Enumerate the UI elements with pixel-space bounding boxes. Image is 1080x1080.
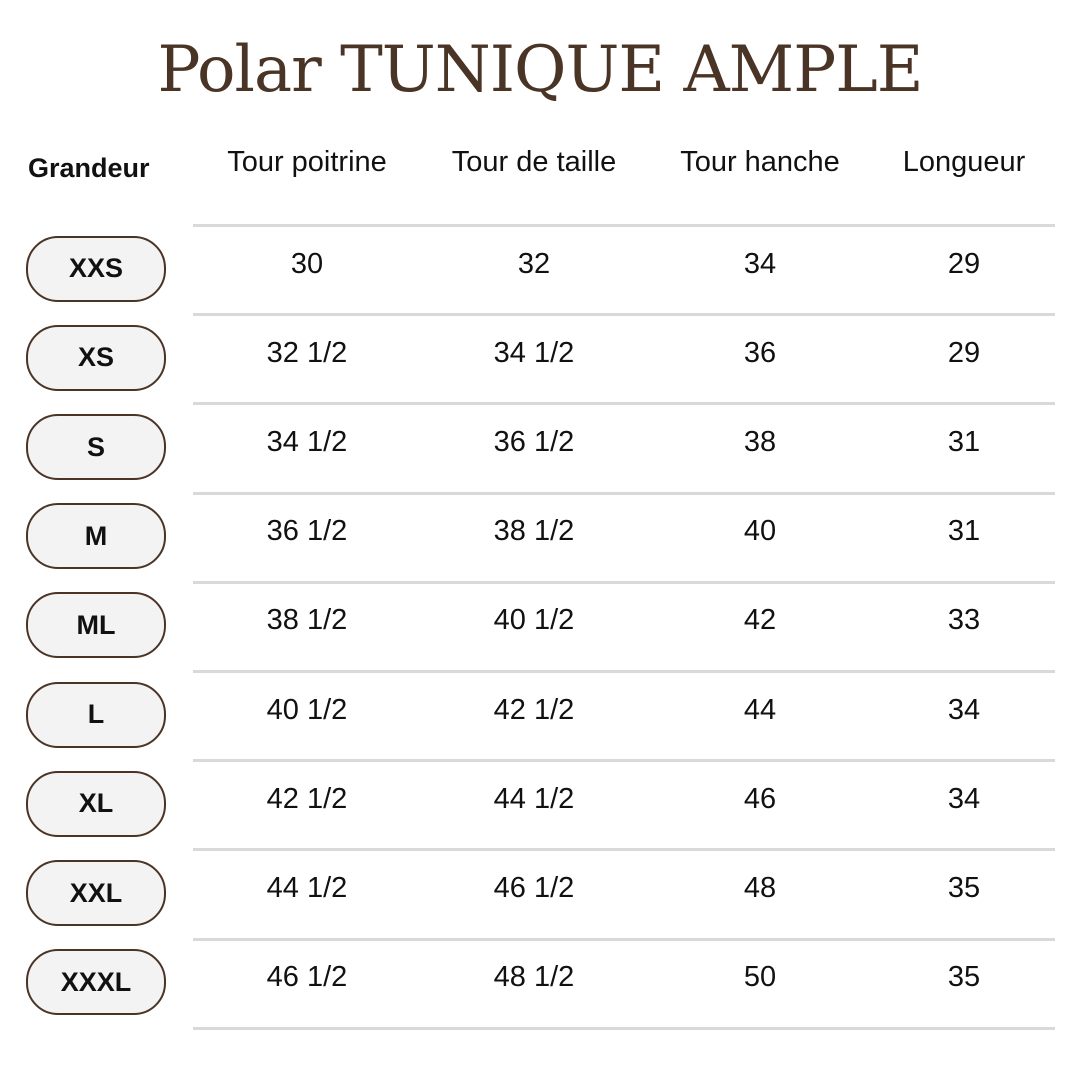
- cell-tour-poitrine: 38 1/2: [266, 604, 348, 637]
- cell-longueur: 31: [947, 426, 981, 458]
- cell-tour-de-taille: 40 1/2: [493, 604, 575, 637]
- cell-tour-de-taille: 38 1/2: [493, 515, 575, 548]
- size-badge: XS: [26, 325, 166, 391]
- cell-tour-poitrine: 44 1/2: [266, 872, 348, 904]
- row-divider: [193, 224, 1055, 227]
- cell-tour-hanche: 50: [743, 961, 777, 994]
- size-badge: S: [26, 414, 166, 480]
- row-divider: [193, 670, 1055, 673]
- size-badge: XXS: [26, 236, 166, 302]
- cell-tour-hanche: 44: [743, 693, 777, 726]
- size-badge: ML: [26, 592, 166, 658]
- cell-tour-de-taille: 44 1/2: [493, 782, 575, 815]
- cell-tour-de-taille: 36 1/2: [493, 426, 575, 458]
- column-header-tour-de-taille: Tour de taille: [451, 146, 617, 178]
- cell-tour-hanche: 46: [743, 782, 777, 815]
- row-divider: [193, 1027, 1055, 1030]
- cell-tour-poitrine: 32 1/2: [266, 336, 348, 369]
- column-header-tour-hanche: Tour hanche: [680, 146, 840, 178]
- cell-tour-hanche: 36: [743, 336, 777, 369]
- cell-longueur: 35: [947, 961, 981, 994]
- cell-tour-poitrine: 30: [290, 247, 324, 280]
- row-divider: [193, 848, 1055, 851]
- cell-tour-hanche: 34: [743, 247, 777, 280]
- cell-tour-poitrine: 42 1/2: [266, 782, 348, 815]
- cell-longueur: 31: [947, 515, 981, 548]
- cell-tour-poitrine: 34 1/2: [266, 426, 348, 458]
- cell-longueur: 34: [947, 782, 981, 815]
- column-header-tour-poitrine: Tour poitrine: [227, 146, 387, 178]
- cell-tour-hanche: 42: [743, 604, 777, 637]
- cell-longueur: 29: [947, 247, 981, 280]
- size-badge: XL: [26, 771, 166, 837]
- cell-tour-poitrine: 40 1/2: [266, 693, 348, 726]
- cell-tour-hanche: 48: [743, 872, 777, 904]
- cell-tour-poitrine: 46 1/2: [266, 961, 348, 994]
- row-divider: [193, 402, 1055, 405]
- cell-longueur: 35: [947, 872, 981, 904]
- cell-tour-hanche: 40: [743, 515, 777, 548]
- row-divider: [193, 759, 1055, 762]
- row-divider: [193, 581, 1055, 584]
- page-title: Polar TUNIQUE AMPLE: [157, 33, 923, 107]
- row-divider: [193, 938, 1055, 941]
- size-badge: L: [26, 682, 166, 748]
- row-divider: [193, 492, 1055, 495]
- size-badge: M: [26, 503, 166, 569]
- column-header-longueur: Longueur: [902, 146, 1026, 178]
- size-badge: XXL: [26, 860, 166, 926]
- size-column-header: Grandeur: [28, 153, 150, 183]
- cell-longueur: 34: [947, 693, 981, 726]
- cell-tour-hanche: 38: [743, 426, 777, 458]
- cell-tour-de-taille: 32: [517, 247, 551, 280]
- cell-tour-de-taille: 48 1/2: [493, 961, 575, 994]
- row-divider: [193, 313, 1055, 316]
- cell-longueur: 29: [947, 336, 981, 369]
- cell-tour-de-taille: 34 1/2: [493, 336, 575, 369]
- cell-tour-de-taille: 42 1/2: [493, 693, 575, 726]
- cell-tour-de-taille: 46 1/2: [493, 872, 575, 904]
- cell-longueur: 33: [947, 604, 981, 637]
- cell-tour-poitrine: 36 1/2: [266, 515, 348, 548]
- size-badge: XXXL: [26, 949, 166, 1015]
